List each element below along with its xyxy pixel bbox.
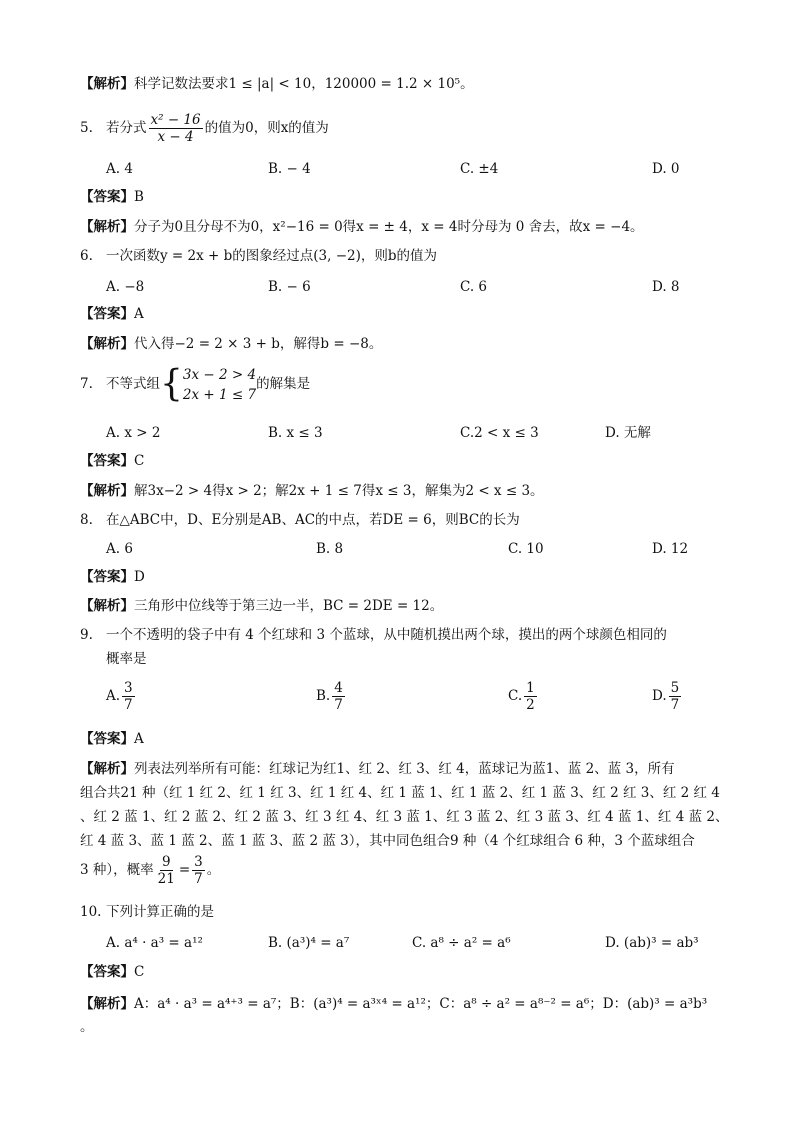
analysis-line xyxy=(80,218,644,236)
stem-prefix: 不等式组 xyxy=(106,376,160,392)
option-label: B. xyxy=(316,688,331,704)
analysis-text: 解3x−2 > 4得x > 2；解2x + 1 ≤ 7得x ≤ 3，解集为2 < x ≤ 3。 xyxy=(134,483,544,499)
fraction-denominator: 7 xyxy=(194,871,203,887)
fraction-numerator: 5 xyxy=(670,680,680,696)
option-c: C. 6 xyxy=(460,279,488,295)
question-8-stem xyxy=(80,511,520,529)
question-9-stem-cont: 概率是 xyxy=(106,651,147,667)
analysis-line-prev xyxy=(80,75,474,93)
answer-line xyxy=(80,568,145,586)
fraction xyxy=(149,112,203,145)
question-number: 9. xyxy=(80,627,93,643)
analysis-text: 列表法列举所有可能：红球记为红1、红 2、红 3、红 4，蓝球记为蓝1、蓝 2、蓝 3，所有 xyxy=(134,761,675,777)
answer-value: D xyxy=(134,569,145,585)
analysis-label: 【解析】 xyxy=(80,336,134,352)
fraction-denominator: 21 xyxy=(157,871,175,887)
answer-line xyxy=(80,188,144,206)
stem-text: 一个不透明的袋子中有 4 个红球和 3 个蓝球，从中随机摸出两个球，摸出的两个球颜色相同的 xyxy=(106,627,667,643)
option-label: C. xyxy=(508,688,523,704)
fraction-denominator: 7 xyxy=(670,697,680,713)
equals-sign: = xyxy=(178,862,191,878)
fraction-denominator: 7 xyxy=(124,697,133,713)
question-10-stem xyxy=(80,903,214,921)
answer-value: C xyxy=(134,964,145,980)
stem-prefix: 若分式 xyxy=(106,120,147,136)
answer-value: C xyxy=(134,453,145,469)
stem-suffix: 的值为0，则x的值为 xyxy=(204,120,329,136)
stem-text: 在△ABC中，D、E分别是AB、AC的中点，若DE = 6，则BC的长为 xyxy=(106,512,520,528)
stem-suffix: 的解集是 xyxy=(256,376,311,392)
question-6-stem xyxy=(80,247,437,265)
analysis-line xyxy=(80,335,382,353)
analysis-text: 科学记数法要求1 ≤ |a| < 10，120000 = 1.2 × 10⁵。 xyxy=(134,76,474,92)
analysis-text: 分子为0且分母不为0，x²−16 = 0得x = ± 4，x = 4时分母为 0 舍去，故x = −4。 xyxy=(134,219,644,235)
option-b xyxy=(316,680,347,713)
fraction-denominator: x − 4 xyxy=(157,129,194,145)
option-c xyxy=(508,680,539,713)
stem-text: 下列计算正确的是 xyxy=(106,904,214,920)
option-d: D. 0 xyxy=(652,161,680,177)
option-c: C. 10 xyxy=(508,541,544,557)
option-d: D. (ab)³ = ab³ xyxy=(605,935,699,951)
question-9-stem xyxy=(80,626,667,644)
analysis-end: 。 xyxy=(80,1019,94,1035)
option-a: A. −8 xyxy=(106,279,145,295)
analysis-label: 【解析】 xyxy=(80,483,134,499)
answer-value: A xyxy=(134,306,144,322)
analysis-text: 代入得−2 = 2 × 3 + b，解得b = −8。 xyxy=(134,336,383,352)
question-5-stem xyxy=(80,110,329,146)
analysis-label: 【解析】 xyxy=(80,76,134,92)
option-b: B. 8 xyxy=(316,541,344,557)
analysis-line xyxy=(80,597,443,615)
option-a: A. 6 xyxy=(106,541,133,557)
fraction-numerator: 3 xyxy=(124,680,133,696)
question-number: 7. xyxy=(80,376,93,392)
answer-value: B xyxy=(134,189,144,205)
fraction-numerator: 1 xyxy=(526,680,535,696)
option-c: C.2 < x ≤ 3 xyxy=(460,425,539,441)
answer-line xyxy=(80,963,144,981)
analysis-text: A：a⁴ · a³ = a⁴⁺³ = a⁷；B：(a³)⁴ = a³ˣ⁴ = a¹²；C：a⁸ ÷ a² = a⁸⁻² = a⁶；D：(ab)³ = a³b³ xyxy=(134,996,708,1012)
period: 。 xyxy=(206,862,221,878)
fraction-numerator: 4 xyxy=(334,680,343,696)
option-c: C. ±4 xyxy=(460,161,499,177)
fraction xyxy=(156,854,177,887)
option-a: A. 4 xyxy=(106,161,133,177)
question-number: 10. xyxy=(80,904,102,920)
answer-value: A xyxy=(134,731,144,747)
analysis-line-3: 、红 2 蓝 1、红 2 蓝 2、红 2 蓝 3、红 3 红 4、红 3 蓝 1、红 3 蓝 2、红 3 蓝 3、红 4 蓝 1、红 4 蓝 2、 xyxy=(80,809,729,825)
analysis-line-2: 组合共21 种（红 1 红 2、红 1 红 3、红 1 红 4、红 1 蓝 1、红 1 蓝 2、红 1 蓝 3、红 2 红 3、红 2 红 4 xyxy=(80,785,720,801)
fraction-numerator: 3 xyxy=(194,854,203,870)
fraction-numerator: 9 xyxy=(161,854,171,870)
answer-line xyxy=(80,305,144,323)
option-label: A. xyxy=(106,688,121,704)
option-d xyxy=(652,680,683,713)
inequality-2: 2x + 1 ≤ 7 xyxy=(182,386,257,403)
analysis-line-4: 红 4 蓝 3、蓝 1 蓝 2、蓝 1 蓝 3、蓝 2 蓝 3），其中同色组合9 种（4 个红球组合 6 种，3 个蓝球组合 xyxy=(80,833,695,849)
fraction-denominator: 2 xyxy=(526,697,535,713)
fraction xyxy=(192,854,205,887)
option-a xyxy=(106,680,137,713)
inequality-system xyxy=(183,365,256,405)
option-d: D. 8 xyxy=(652,279,680,295)
option-b: B. x ≤ 3 xyxy=(268,425,323,441)
analysis-label: 【解析】 xyxy=(80,761,134,777)
inequality-1: 3x − 2 > 4 xyxy=(182,366,257,383)
question-number: 8. xyxy=(80,512,93,528)
fraction xyxy=(669,680,682,713)
analysis-label: 【解析】 xyxy=(80,996,134,1012)
option-a: A. x > 2 xyxy=(106,425,161,441)
option-b: B. − 4 xyxy=(268,161,311,177)
option-d: D. 无解 xyxy=(605,425,651,441)
analysis-line-5 xyxy=(80,852,220,888)
answer-line xyxy=(80,730,144,748)
answer-line xyxy=(80,452,144,470)
answer-label: 【答案】 xyxy=(80,964,134,980)
stem-text: 一次函数y = 2x + b的图象经过点(3, −2)，则b的值为 xyxy=(106,248,438,264)
question-number: 6. xyxy=(80,248,93,264)
question-number: 5. xyxy=(80,120,93,136)
option-d: D. 12 xyxy=(652,541,689,557)
analysis-line xyxy=(80,760,675,778)
analysis-label: 【解析】 xyxy=(80,598,134,614)
option-a: A. a⁴ · a³ = a¹² xyxy=(106,935,203,951)
option-b: B. − 6 xyxy=(268,279,311,295)
option-label: D. xyxy=(652,688,667,704)
fraction xyxy=(332,680,345,713)
option-b: B. (a³)⁴ = a⁷ xyxy=(268,935,350,951)
fraction-denominator: 7 xyxy=(334,697,343,713)
answer-label: 【答案】 xyxy=(80,453,134,469)
left-brace: { xyxy=(160,363,183,405)
analysis-text: 三角形中位线等于第三边一半，BC = 2DE = 12。 xyxy=(134,598,444,614)
analysis-text: 3 种），概率 xyxy=(80,862,154,878)
fraction-numerator: x² − 16 xyxy=(150,112,201,128)
question-7-stem xyxy=(80,362,310,406)
fraction xyxy=(524,680,537,713)
analysis-label: 【解析】 xyxy=(80,219,134,235)
analysis-line xyxy=(80,995,707,1013)
answer-label: 【答案】 xyxy=(80,306,134,322)
answer-label: 【答案】 xyxy=(80,189,134,205)
analysis-line xyxy=(80,482,544,500)
option-c: C. a⁸ ÷ a² = a⁶ xyxy=(412,935,511,951)
answer-label: 【答案】 xyxy=(80,731,134,747)
answer-label: 【答案】 xyxy=(80,569,134,585)
fraction xyxy=(122,680,135,713)
